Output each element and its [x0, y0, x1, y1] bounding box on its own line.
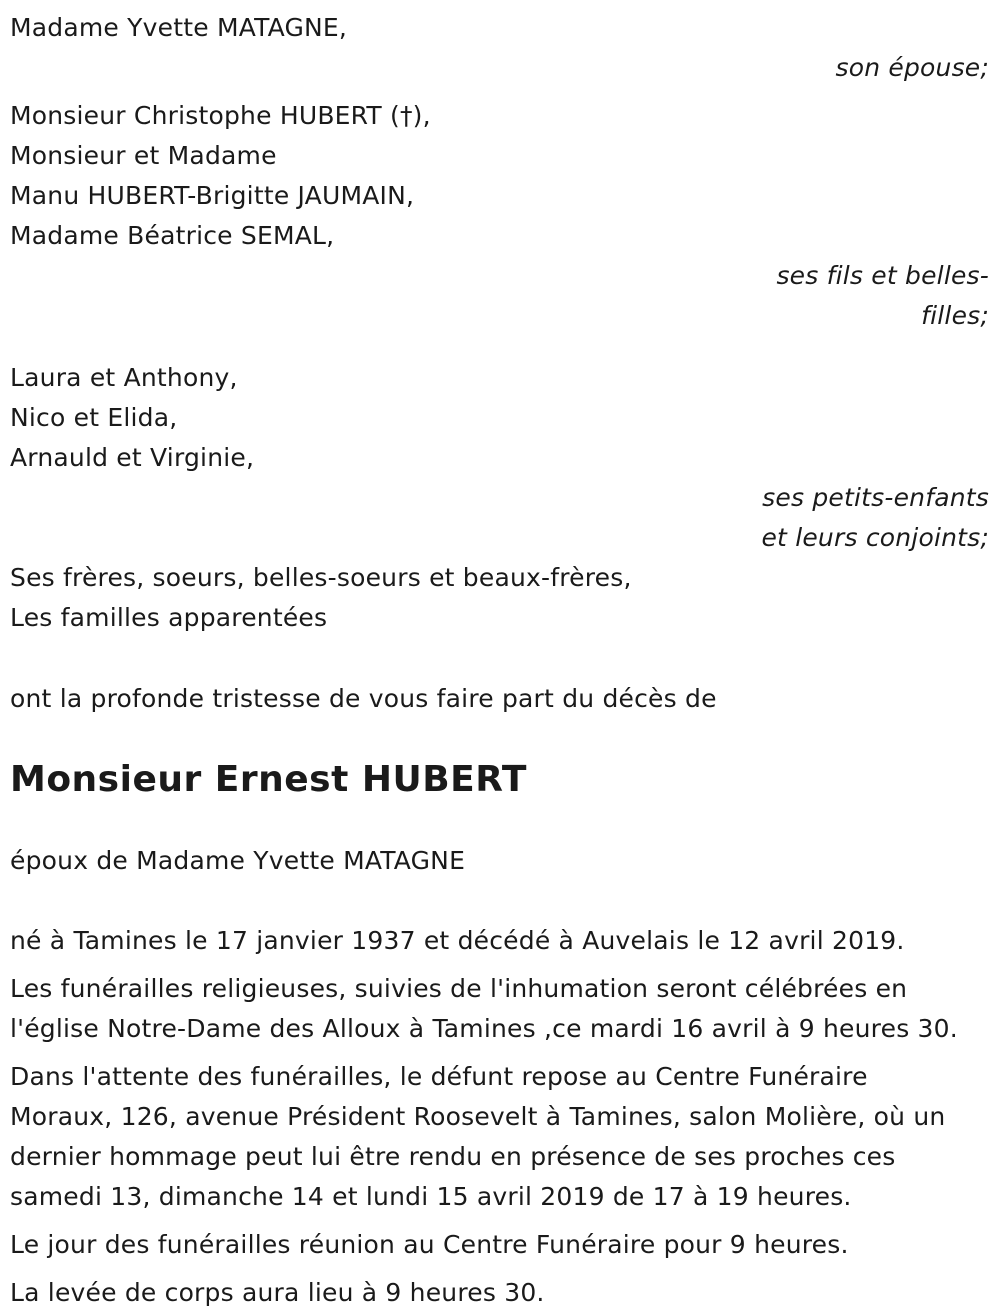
- children-block: [10, 96, 990, 256]
- paragraph-line: Le jour des funérailles réunion au Centre Funéraire pour 9 heures.: [10, 1230, 849, 1259]
- birth-death-text: né à Tamines le 17 janvier 1937 et décédé à Auvelais le 12 avril 2019.: [10, 926, 905, 955]
- paragraph-line: l'église Notre-Dame des Alloux à Tamines ,ce mardi 16 avril à 9 heures 30.: [10, 1014, 958, 1043]
- paragraph-line: dernier hommage peut lui être rendu en présence de ses proches ces: [10, 1142, 896, 1171]
- funeral-paragraph: [10, 969, 990, 1049]
- levee-paragraph: [10, 1273, 990, 1313]
- grandchildren-relation-line: ses petits-enfants: [762, 483, 989, 512]
- paragraph-line: samedi 13, dimanche 14 et lundi 15 avril 2019 de 17 à 19 heures.: [10, 1182, 852, 1211]
- children-relation-line: filles;: [921, 301, 989, 330]
- paragraph-line: Les funérailles religieuses, suivies de l'inhumation seront célébrées en: [10, 974, 908, 1003]
- paragraph-line: Moraux, 126, avenue Président Roosevelt à Tamines, salon Molière, où un: [10, 1102, 946, 1131]
- grandchildren-relation: [10, 478, 990, 558]
- spouse-name: Madame Yvette MATAGNE,: [10, 13, 348, 42]
- grandchild-name: Arnauld et Virginie,: [10, 443, 255, 472]
- child-name: Manu HUBERT-Brigitte JAUMAIN,: [10, 181, 415, 210]
- grandchild-name: Nico et Elida,: [10, 403, 178, 432]
- grandchild-name: Laura et Anthony,: [10, 363, 238, 392]
- spouse-relation: [10, 48, 990, 88]
- grandchildren-block: [10, 358, 990, 478]
- meeting-paragraph: [10, 1225, 990, 1265]
- announcement-text: ont la profonde tristesse de vous faire part du décès de: [10, 684, 717, 713]
- paragraph-line: La levée de corps aura lieu à 9 heures 30.: [10, 1278, 545, 1307]
- deceased-name: Monsieur Ernest HUBERT: [10, 759, 527, 800]
- others-line: Les familles apparentées: [10, 603, 328, 632]
- grandchildren-relation-line: et leurs conjoints;: [761, 523, 989, 552]
- child-name: Madame Béatrice SEMAL,: [10, 221, 335, 250]
- child-name: Monsieur et Madame: [10, 141, 277, 170]
- children-relation-line: ses fils et belles-: [776, 261, 989, 290]
- paragraph-line: Dans l'attente des funérailles, le défunt repose au Centre Funéraire: [10, 1062, 868, 1091]
- child-name: Monsieur Christophe HUBERT (†),: [10, 101, 431, 130]
- others-block: [10, 558, 990, 638]
- epoux-text: époux de Madame Yvette MATAGNE: [10, 846, 466, 875]
- rest-paragraph: [10, 1057, 990, 1217]
- children-relation: [10, 256, 990, 336]
- others-line: Ses frères, soeurs, belles-soeurs et beaux-frères,: [10, 563, 632, 592]
- spouse-relation-text: son épouse;: [835, 53, 989, 82]
